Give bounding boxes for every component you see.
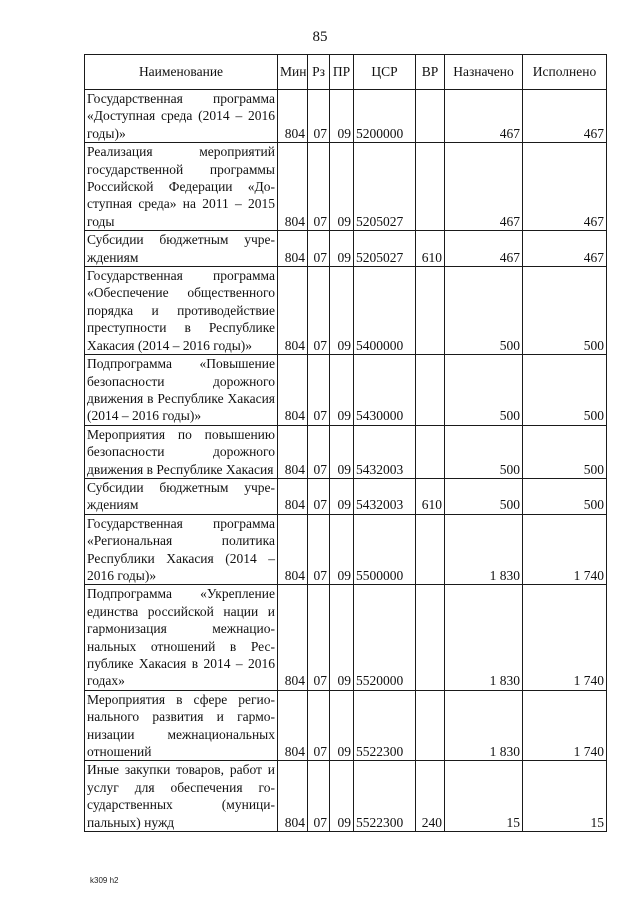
- row-rz: 07: [308, 514, 330, 585]
- row-min: 804: [278, 231, 308, 267]
- row-assigned: 467: [445, 231, 523, 267]
- header-name: Наименование: [85, 55, 278, 90]
- table-row: [85, 478, 607, 514]
- row-name: Мероприятия в сфере регионального развития и гармонизации межнациональных отношений: [85, 690, 278, 761]
- row-min: 804: [278, 761, 308, 832]
- table-header-row: [85, 55, 607, 90]
- row-rz: 07: [308, 231, 330, 267]
- header-rz: Рз: [308, 55, 330, 90]
- table-row: [85, 425, 607, 478]
- row-pr: 09: [330, 514, 354, 585]
- row-vr: [416, 267, 445, 355]
- row-csr: 5522300: [354, 761, 416, 832]
- table-row: [85, 231, 607, 267]
- row-name: Подпрограмма «Повышение безопасности дорожного движения в Республике Хакасия (2014 – 2016 годы)»: [85, 355, 278, 426]
- row-executed: 1 740: [523, 690, 607, 761]
- header-pr: ПР: [330, 55, 354, 90]
- row-pr: 09: [330, 690, 354, 761]
- row-vr: 240: [416, 761, 445, 832]
- row-executed: 500: [523, 355, 607, 426]
- row-rz: 07: [308, 355, 330, 426]
- row-executed: 467: [523, 143, 607, 231]
- row-executed: 500: [523, 478, 607, 514]
- row-min: 804: [278, 267, 308, 355]
- row-min: 804: [278, 143, 308, 231]
- row-executed: 500: [523, 267, 607, 355]
- row-vr: [416, 690, 445, 761]
- row-assigned: 500: [445, 425, 523, 478]
- row-pr: 09: [330, 585, 354, 690]
- header-assigned: Назначено: [445, 55, 523, 90]
- row-executed: 500: [523, 425, 607, 478]
- row-assigned: 15: [445, 761, 523, 832]
- row-rz: 07: [308, 90, 330, 143]
- row-csr: 5205027: [354, 143, 416, 231]
- row-vr: 610: [416, 478, 445, 514]
- header-csr: ЦСР: [354, 55, 416, 90]
- row-rz: 07: [308, 425, 330, 478]
- table-row: [85, 514, 607, 585]
- row-name: Мероприятия по повышению безопасности дорожного движения в Республике Хакасия: [85, 425, 278, 478]
- row-rz: 07: [308, 143, 330, 231]
- row-assigned: 500: [445, 478, 523, 514]
- row-vr: 610: [416, 231, 445, 267]
- row-csr: 5200000: [354, 90, 416, 143]
- table-row: [85, 90, 607, 143]
- row-csr: 5432003: [354, 478, 416, 514]
- budget-table: [84, 54, 607, 832]
- row-pr: 09: [330, 231, 354, 267]
- table-row: [85, 761, 607, 832]
- row-vr: [416, 355, 445, 426]
- row-assigned: 1 830: [445, 690, 523, 761]
- row-assigned: 467: [445, 143, 523, 231]
- row-name: Государственная программа «Доступная среда (2014 – 2016 годы)»: [85, 90, 278, 143]
- table-row: [85, 267, 607, 355]
- row-rz: 07: [308, 267, 330, 355]
- row-executed: 467: [523, 90, 607, 143]
- row-csr: 5520000: [354, 585, 416, 690]
- row-csr: 5432003: [354, 425, 416, 478]
- row-pr: 09: [330, 355, 354, 426]
- row-min: 804: [278, 355, 308, 426]
- row-min: 804: [278, 425, 308, 478]
- row-executed: 1 740: [523, 514, 607, 585]
- row-vr: [416, 143, 445, 231]
- row-min: 804: [278, 585, 308, 690]
- row-csr: 5400000: [354, 267, 416, 355]
- row-min: 804: [278, 478, 308, 514]
- table-row: [85, 585, 607, 690]
- row-rz: 07: [308, 690, 330, 761]
- row-rz: 07: [308, 585, 330, 690]
- row-name: Государственная программа «Региональная политика Республики Хакасия (2014 – 2016 годы)»: [85, 514, 278, 585]
- document-code: k309 h2: [90, 876, 119, 885]
- table-row: [85, 690, 607, 761]
- row-vr: [416, 90, 445, 143]
- header-min: Мин: [278, 55, 308, 90]
- row-assigned: 1 830: [445, 585, 523, 690]
- row-assigned: 500: [445, 355, 523, 426]
- row-executed: 15: [523, 761, 607, 832]
- header-vr: ВР: [416, 55, 445, 90]
- row-csr: 5205027: [354, 231, 416, 267]
- row-min: 804: [278, 514, 308, 585]
- row-name: Иные закупки товаров, работ и услуг для обеспечения государственных (муниципальных) нужд: [85, 761, 278, 832]
- row-rz: 07: [308, 478, 330, 514]
- table-row: [85, 143, 607, 231]
- row-name: Субсидии бюджетным учреждениям: [85, 231, 278, 267]
- row-executed: 1 740: [523, 585, 607, 690]
- row-csr: 5500000: [354, 514, 416, 585]
- row-pr: 09: [330, 267, 354, 355]
- row-min: 804: [278, 690, 308, 761]
- table-row: [85, 355, 607, 426]
- row-vr: [416, 585, 445, 690]
- row-name: Подпрограмма «Укрепление единства российской нации и гармонизация межнациональных отношений в Республике Хакасия в 2014 – 2016 годах»: [85, 585, 278, 690]
- row-min: 804: [278, 90, 308, 143]
- row-vr: [416, 425, 445, 478]
- row-name: Субсидии бюджетным учреждениям: [85, 478, 278, 514]
- page-number: 85: [312, 29, 328, 45]
- row-pr: 09: [330, 90, 354, 143]
- row-rz: 07: [308, 761, 330, 832]
- row-pr: 09: [330, 478, 354, 514]
- row-pr: 09: [330, 425, 354, 478]
- row-assigned: 1 830: [445, 514, 523, 585]
- row-pr: 09: [330, 143, 354, 231]
- row-executed: 467: [523, 231, 607, 267]
- row-assigned: 467: [445, 90, 523, 143]
- row-name: Государственная программа «Обеспечение общественного порядка и противодействие преступности в Республике Хакасия (2014 – 2016 годы)»: [85, 267, 278, 355]
- row-assigned: 500: [445, 267, 523, 355]
- row-pr: 09: [330, 761, 354, 832]
- header-executed: Исполнено: [523, 55, 607, 90]
- row-csr: 5522300: [354, 690, 416, 761]
- row-name: Реализация мероприятий государственной программы Российской Федерации «Доступная среда» на 2011 – 2015 годы: [85, 143, 278, 231]
- row-vr: [416, 514, 445, 585]
- row-csr: 5430000: [354, 355, 416, 426]
